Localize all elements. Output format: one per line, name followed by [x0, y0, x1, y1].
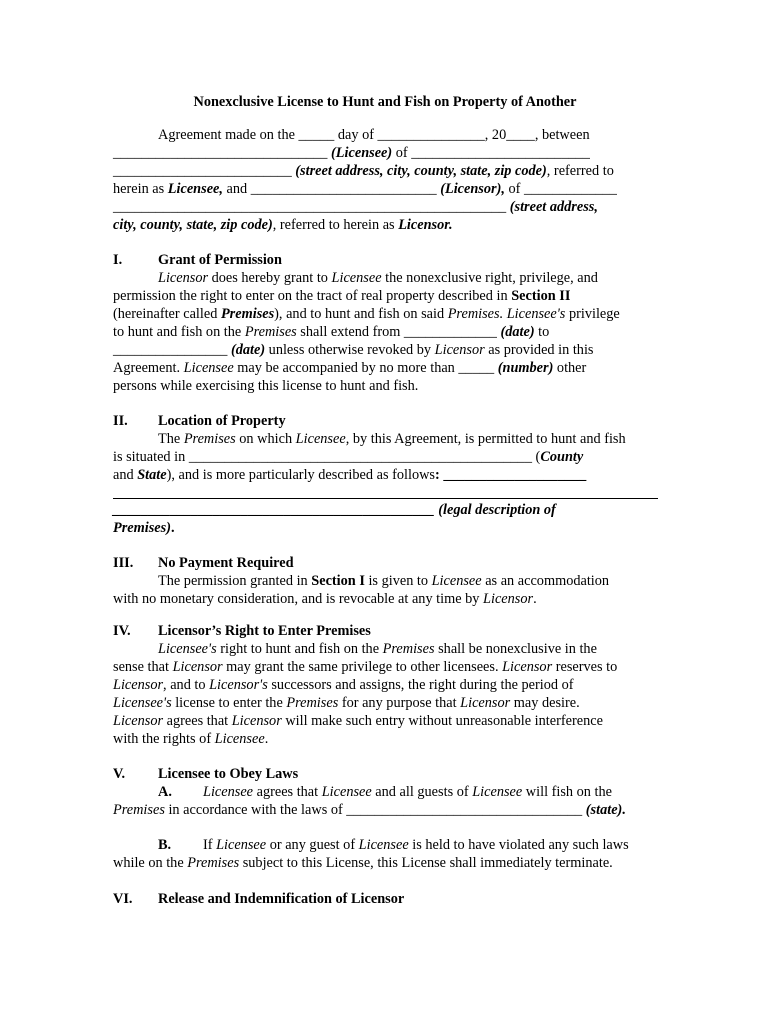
- subsection-label: A.: [158, 784, 172, 800]
- intro-line-5: [113, 199, 658, 217]
- intro-text: , referred to herein as: [272, 217, 399, 233]
- text: to hunt and fish on the: [113, 324, 245, 340]
- term: Licensor's: [209, 677, 268, 693]
- term: Premises: [183, 431, 236, 447]
- section-1-line: [113, 270, 658, 288]
- text: persons while exercising this license to hunt and fish.: [113, 378, 419, 394]
- section-title: Release and Indemnification of Licensor: [158, 891, 405, 907]
- licensee-term: Licensee,: [167, 181, 223, 197]
- term: Premises: [220, 306, 275, 322]
- text: ), and to hunt and fish on said: [274, 306, 448, 322]
- text: shall be nonexclusive in the: [434, 641, 597, 657]
- section-4-line: [113, 659, 658, 677]
- legal-description-line: [113, 498, 658, 499]
- term: Licensee: [183, 360, 234, 376]
- term: Premises: [244, 324, 297, 340]
- intro-line-6: [113, 217, 658, 235]
- text: or any guest of: [266, 837, 359, 853]
- intro-text: herein as: [113, 181, 168, 197]
- section-title: Location of Property: [158, 413, 286, 429]
- section-reference: Section II: [511, 288, 571, 304]
- document-title: Nonexclusive License to Hunt and Fish on Property of Another: [193, 94, 577, 110]
- intro-text: Agreement made on the _____ day of _______________, 20____, between: [158, 127, 590, 143]
- text: The: [158, 431, 184, 447]
- text: may grant the same privilege to other licensees.: [222, 659, 503, 675]
- section-3-line: [113, 591, 658, 609]
- text: will make such entry without unreasonable interference: [281, 713, 603, 729]
- section-2-heading: [113, 413, 658, 431]
- term: Licensee: [216, 837, 267, 853]
- section-number: VI.: [113, 891, 133, 907]
- text: other: [553, 360, 587, 376]
- subsection-label: B.: [158, 837, 172, 853]
- licensee-name-blank: ______________________________: [113, 145, 332, 161]
- text: unless otherwise revoked by: [265, 342, 435, 358]
- text: may desire.: [510, 695, 580, 711]
- section-title: Grant of Permission: [158, 252, 282, 268]
- state-blank: in accordance with the laws of _________________________________: [164, 802, 586, 818]
- description-blank: : ____________________: [435, 467, 587, 483]
- text: The permission granted in: [158, 573, 312, 589]
- section-2-line: [113, 431, 658, 449]
- term: Premises: [113, 802, 165, 818]
- intro-text: , referred to: [546, 163, 614, 179]
- licensee-label: (Licensee): [331, 145, 393, 161]
- text: is held to have violated any such laws: [408, 837, 629, 853]
- legal-description-blank: _____________________________________________ (legal description of: [113, 502, 556, 518]
- section-number: I.: [113, 252, 123, 268]
- licensor-label: (Licensor),: [440, 181, 505, 197]
- term: Premises: [187, 855, 240, 871]
- term: Licensor: [158, 270, 209, 286]
- term: Licensee: [214, 731, 265, 747]
- date-blank: shall extend from _____________: [296, 324, 501, 340]
- term: Licensee's: [158, 641, 217, 657]
- licensor-term: Licensor.: [398, 217, 453, 233]
- section-5-b-line: [113, 855, 658, 873]
- text: to: [534, 324, 550, 340]
- section-number: IV.: [113, 623, 131, 639]
- text: with no monetary consideration, and is revocable at any time by: [113, 591, 484, 607]
- section-2-line: [113, 520, 658, 538]
- number-label: (number): [497, 360, 554, 376]
- text: Agreement.: [113, 360, 184, 376]
- section-1-line: [113, 360, 658, 378]
- date-label: (date): [230, 342, 266, 358]
- text: and: [113, 467, 138, 483]
- section-4-heading: [113, 623, 658, 641]
- term: Licensor: [502, 659, 553, 675]
- section-4-line: [113, 695, 658, 713]
- term: Licensor: [434, 342, 485, 358]
- licensee-address-blank: _________________________: [113, 163, 296, 179]
- text: is given to: [364, 573, 432, 589]
- section-number: III.: [113, 555, 134, 571]
- text: agrees that: [163, 713, 232, 729]
- term: Licensor: [113, 677, 164, 693]
- section-4-line: [113, 641, 658, 659]
- section-title: Licensor’s Right to Enter Premises: [158, 623, 371, 639]
- text: , by this Agreement, is permitted to hunt and fish: [345, 431, 626, 447]
- section-6-heading: [113, 891, 658, 909]
- section-2-line: [113, 502, 658, 520]
- term: Premises: [286, 695, 339, 711]
- text: right to hunt and fish on the: [216, 641, 383, 657]
- term: Licensee: [331, 270, 382, 286]
- text: agrees that: [253, 784, 322, 800]
- section-5-b-line: [113, 837, 658, 855]
- section-1-line: [113, 378, 658, 396]
- intro-line-1: [113, 127, 658, 145]
- text: does hereby grant to: [208, 270, 332, 286]
- section-1-line: [113, 324, 658, 342]
- term: Licensor: [483, 591, 534, 607]
- text: the nonexclusive right, privilege, and: [381, 270, 598, 286]
- text: .: [170, 520, 175, 536]
- text: as an accommodation: [481, 573, 610, 589]
- text: as provided in this: [484, 342, 594, 358]
- text: license to enter the: [171, 695, 287, 711]
- premises-label: Premises): [113, 520, 171, 536]
- section-reference: Section I: [311, 573, 365, 589]
- date-blank: ________________: [113, 342, 231, 358]
- section-2-line: [113, 467, 658, 485]
- text: successors and assigns, the right during the period of: [267, 677, 574, 693]
- licensor-name-blank: and __________________________: [222, 181, 441, 197]
- term: Licensee: [203, 784, 254, 800]
- term: Licensee: [295, 431, 346, 447]
- date-label: (date): [500, 324, 535, 340]
- section-number: V.: [113, 766, 126, 782]
- text: with the rights of: [113, 731, 215, 747]
- term: Licensor: [113, 713, 164, 729]
- state-label: (state).: [585, 802, 626, 818]
- text: on which: [235, 431, 296, 447]
- text: permission the right to enter on the tract of real property described in: [113, 288, 512, 304]
- text: .: [264, 731, 269, 747]
- term: Licensee's: [113, 695, 172, 711]
- text: will fish on the: [522, 784, 612, 800]
- section-4-line: [113, 731, 658, 749]
- section-number: II.: [113, 413, 128, 429]
- text: subject to this License, this License shall immediately terminate.: [239, 855, 613, 871]
- section-5-a-line: [113, 802, 658, 820]
- text: .: [533, 591, 537, 607]
- term: Licensor: [460, 695, 511, 711]
- section-title: Licensee to Obey Laws: [158, 766, 299, 782]
- term: Licensee: [358, 837, 409, 853]
- section-1-line: [113, 342, 658, 360]
- intro-line-3: [113, 163, 658, 181]
- term: Licensee: [472, 784, 523, 800]
- section-4-line: [113, 677, 658, 695]
- county-blank: is situated in ________________________________________________ (: [113, 449, 541, 465]
- section-5-heading: [113, 766, 658, 784]
- term: Licensor: [231, 713, 282, 729]
- address-label: (street address,: [509, 199, 598, 215]
- county-label: County: [540, 449, 584, 465]
- text: and all guests of: [371, 784, 473, 800]
- intro-line-4: [113, 181, 658, 199]
- text: while on the: [113, 855, 188, 871]
- section-5-a-line: [113, 784, 658, 802]
- section-4-line: [113, 713, 658, 731]
- term: Premises: [382, 641, 435, 657]
- text: (hereinafter called: [113, 306, 221, 322]
- section-1-line: [113, 306, 658, 324]
- intro-line-2: [113, 145, 658, 163]
- section-title: No Payment Required: [158, 555, 294, 571]
- term: Licensee: [431, 573, 482, 589]
- section-1-line: [113, 288, 658, 306]
- text: reserves to: [552, 659, 618, 675]
- licensee-of-blank: of _________________________: [392, 145, 590, 161]
- address-label: (street address, city, county, state, zip code): [295, 163, 547, 179]
- address-label: city, county, state, zip code): [113, 217, 273, 233]
- term: Licensee: [321, 784, 372, 800]
- state-label: State: [137, 467, 167, 483]
- text: If: [203, 837, 217, 853]
- section-2-line: [113, 449, 658, 467]
- section-3-line: [113, 573, 658, 591]
- text: , and to: [163, 677, 210, 693]
- text: sense that: [113, 659, 173, 675]
- section-3-heading: [113, 555, 658, 573]
- text: for any purpose that: [338, 695, 461, 711]
- licensor-address-blank: _______________________________________________________: [113, 199, 510, 215]
- licensor-of-blank: of _____________: [504, 181, 617, 197]
- term: Premises. Licensee's: [447, 306, 566, 322]
- term: Licensor: [172, 659, 223, 675]
- section-1-heading: [113, 252, 658, 270]
- number-blank: may be accompanied by no more than _____: [233, 360, 498, 376]
- text: privilege: [565, 306, 620, 322]
- text: ), and is more particularly described as follows: [166, 467, 435, 483]
